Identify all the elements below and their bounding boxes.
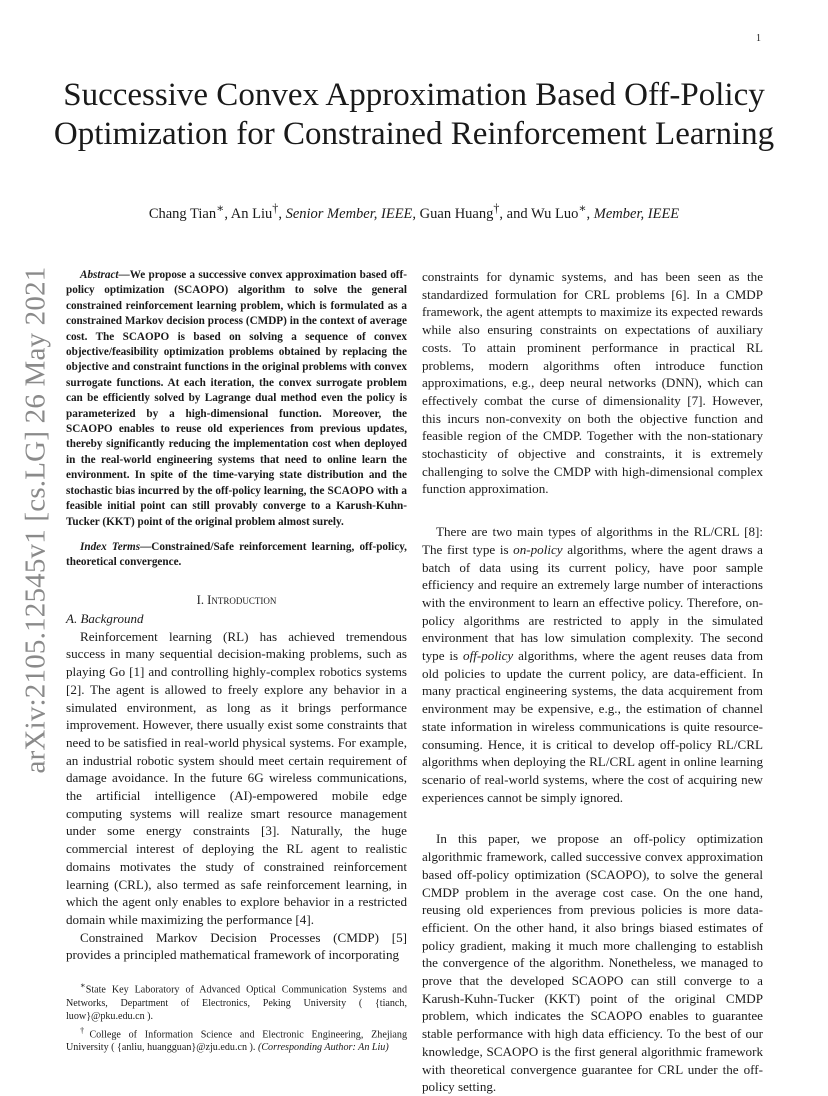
body-paragraph: In this paper, we propose an off-policy optimization algorithmic framework, called successive convex approximation based off-policy optimization (SCAOPO), to solve the general CMDP problem in the average cost case. On the one hand, reusing old experiences from previous policies is more data-efficient. On the other hand, it also brings biased estimates of policy gradient, making it much more challenging to establish the convergence of the algorithm. Nonetheless, we managed to prove that the developed SCAOPO can still converge to a Karush-Kuhn-Tucker (KKT) point of the original CMDP problem, which indicates the SCAOPO enables to guarantee stable performance with high data efficiency. To the best of our knowledge, SCAOPO is the first general algorithmic framework with theoretical convergence guarantee for CRL under the off-policy setting.: [422, 831, 763, 1095]
emphasis: off-policy: [463, 648, 514, 664]
paper-title: Successive Convex Approximation Based Off-Policy Optimization for Constrained Reinforcement Learning: [53, 77, 775, 152]
index-terms-label: Index Terms: [80, 540, 141, 553]
text-run: algorithms, where the agent reuses data from old policies to update the current policy, are data-efficient. In many practical engineering systems, the data acquirement from environment may be expensive, e.g., the estimation of channel state information in wireless communications is quite resource-consuming. Hence, it is critical to develop off-policy RL/CRL algorithms when deploying the RL/CRL agent in online learning scenario of real-world systems, where the cost of acquiring new experiences cannot be simply ignored.: [422, 648, 764, 805]
affiliation-mark: †: [272, 201, 279, 215]
author-name: Wu Luo: [530, 205, 579, 222]
footnote: [66, 979, 407, 1024]
footnote-text: College of Information Science and Electronic Engineering, Zhejiang University ( {anliu, huangguan}@zju.edu.cn ).: [66, 1029, 408, 1054]
abstract: [66, 268, 407, 530]
footnote: [66, 1024, 407, 1055]
body-paragraph: [422, 523, 763, 806]
section-heading: I. Introduction: [196, 592, 277, 607]
author-membership: Member, IEEE: [593, 205, 680, 222]
footnote-text: State Key Laboratory of Advanced Optical Communication Systems and Networks, Department of Electronics, Peking University ( {tianch, luow}@pku.edu.cn ).: [66, 984, 407, 1023]
footnote-mark: ∗: [80, 981, 86, 991]
corresponding-author-note: (Corresponding Author: An Liu): [257, 1042, 389, 1054]
abstract-text: —We propose a successive convex approximation based off-policy optimization (SCAOPO) algorithm to solve the general constrained reinforcement learning problem, which is formulated as a constrained Markov decision process (CMDP) in the context of average cost. The SCAOPO is based on solving a sequence of convex objective/feasibility optimization problems obtained by replacing the objective and constraint functions in the original problems with convex surrogate functions. At each iteration, the convex surrogate problem can be efficiently solved by Lagrange dual method even the policy is parameterized by a high-dimensional function. Moreover, the SCAOPO enables to reuse old experiences from previous updates, thereby significantly reducing the implementation cost when deployed in the real-world engineering systems that need to online learn the environment. In spite of the time-varying state distribution and the stochastic bias incurred by the off-policy learning, the SCAOPO with a feasible initial point can still provably converge to a Karush-Kuhn-Tucker (KKT) point of the original problem almost surely.: [66, 269, 407, 528]
affiliation-mark: ∗: [216, 201, 225, 215]
affiliation-mark: ∗: [578, 201, 587, 215]
index-terms: [66, 540, 407, 571]
body-paragraph: Constrained Markov Decision Processes (CMDP) [5] provides a principled mathematical framework of incorporating: [66, 929, 407, 963]
right-column: [422, 268, 763, 1096]
arxiv-identifier-stamp[interactable]: arXiv:2105.12545v1 [cs.LG] 26 May 2021: [19, 266, 52, 774]
author-name: An Liu: [230, 205, 273, 222]
body-paragraph: constraints for dynamic systems, and has been seen as the standardized formulation for CRL problems [6]. In a CMDP framework, the agent attempts to maximize its expected rewards while also ensuring constraints on expectations of auxiliary costs. To attain prominent performance in practical RL problems, modern algorithms often introduce function approximations, e.g., deep neural networks (DNN), which can effectively combat the curse of dimensionality [7]. However, this incurs non-convexity on both the objective function and feasible region of the CMDP. Together with the non-stationary stochasticity of objective and constraints, it is extremely challenging to solve the CMDP with high-dimensional complex function approximation.: [422, 269, 763, 497]
footnotes: [66, 979, 407, 1055]
author-line: Chang Tian∗, An Liu†, Senior Member, IEEE, Guan Huang†, and Wu Luo∗, Member, IEEE: [148, 201, 680, 222]
emphasis: on-policy: [513, 541, 563, 557]
body-paragraph: Reinforcement learning (RL) has achieved tremendous success in many sequential decision-making problems, such as playing Go [1] and controlling highly-complex robotics systems [2]. The agent is allowed to freely explore any behavior in a simulated environment, as long as it brings performance improvement. However, there usually exist some constraints that need to be satisfied in real-world physical systems. For example, an industrial robotic system should meet certain requirement of damage avoidance. In the future 6G wireless communications, the artificial intelligence (AI)-empowered mobile edge computing systems will realize smart resource management under some energy constraints [3]. Naturally, the huge commercial interest of deploying the RL agent to realistic domains motivates the study of constrained reinforcement learning (CRL), also termed as safe reinforcement learning, in which the agent only enables to explore behavior in a restricted domain while maximizing the performance [4].: [66, 628, 407, 927]
author-name: Guan Huang: [419, 205, 494, 222]
subsection-heading: A. Background: [66, 610, 144, 626]
page-number: 1: [756, 33, 761, 44]
left-column: [66, 268, 407, 1055]
text-run: algorithms, where the agent draws a batch of data using its current policy, have poor sample efficiency and require an extremely large number of interactions with the environment to learn an effective policy. Therefore, on-policy algorithms are restricted to apply in the simulated environment that has low simulation complexity. The second type is: [422, 541, 763, 664]
author-name: Chang Tian: [148, 205, 217, 222]
author-membership: Senior Member, IEEE,: [285, 205, 417, 222]
footnote-mark: †: [80, 1025, 90, 1035]
abstract-label: Abstract: [80, 269, 119, 281]
affiliation-mark: †: [493, 201, 500, 215]
index-terms-text: —Constrained/Safe reinforcement learning, off-policy, theoretical convergence.: [66, 540, 407, 569]
text-run: There are two main types of algorithms in the RL/CRL [8]: The first type is: [422, 524, 763, 557]
